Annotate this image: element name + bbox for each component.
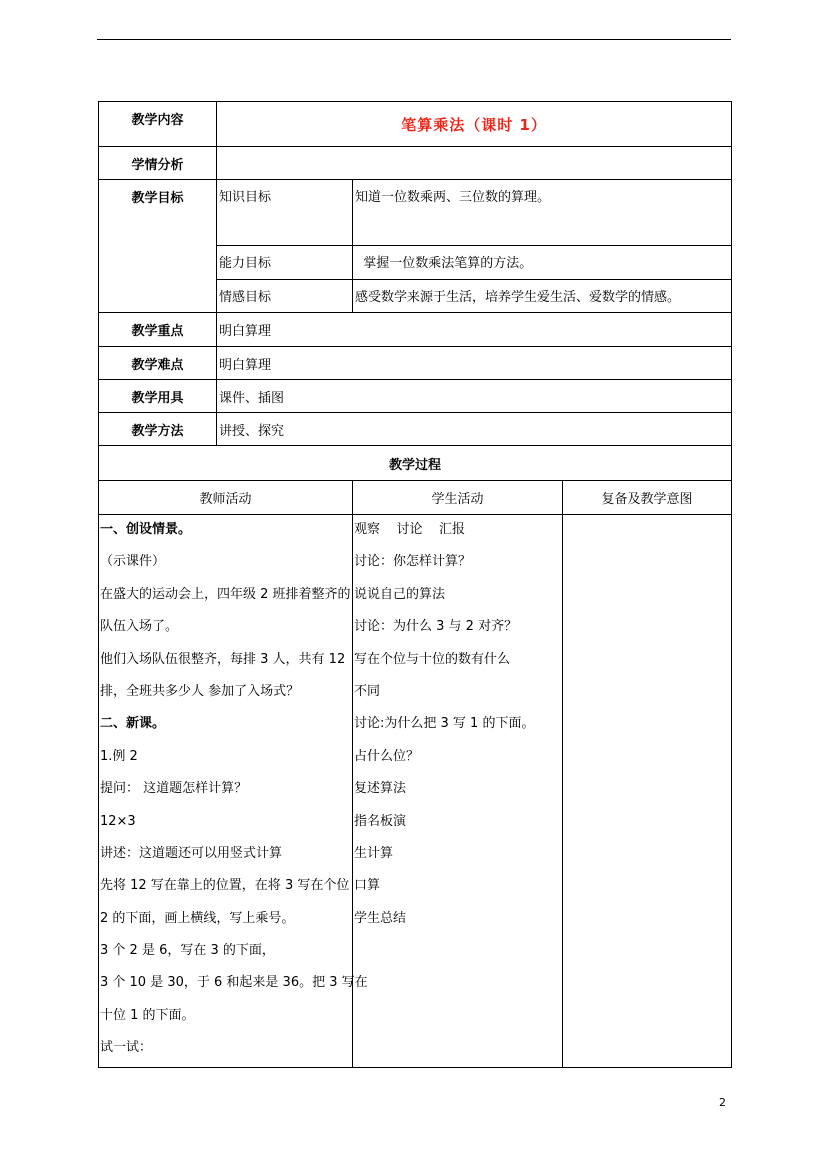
lesson-title: 笔算乘法（课时 1） <box>401 115 547 134</box>
difficulty-label: 教学难点 <box>99 347 217 380</box>
content-row <box>99 102 732 147</box>
goal-text-knowledge: 知道一位数乘两、三位数的算理。 <box>353 180 732 246</box>
teacher-line: 一、创设情景。 <box>100 522 192 537</box>
student-line: 生计算 <box>354 845 394 861</box>
student-line: 口算 <box>354 878 381 894</box>
teacher-line: 提问： 这道题怎样计算？ <box>100 781 248 797</box>
page-number: 2 <box>719 1096 726 1109</box>
student-line: 观察 讨论 汇报 <box>354 522 466 537</box>
key-point-value: 明白算理 <box>217 313 732 347</box>
method-value: 讲授、探究 <box>217 413 732 446</box>
teacher-line: 排，全班共多少人 参加了入场式？ <box>100 683 300 699</box>
col-teacher-header: 教师活动 <box>99 481 353 515</box>
teacher-line: 3 个 2 是 6，写在 3 的下面， <box>100 943 275 959</box>
goal-type-emotion: 情感目标 <box>217 280 353 313</box>
process-header-row <box>99 481 732 515</box>
student-line: 写在个位与十位的数有什么 <box>354 651 511 667</box>
process-title-row <box>99 446 732 481</box>
student-line: 讨论：你怎样计算？ <box>354 554 472 570</box>
analysis-row <box>99 147 732 180</box>
content-label: 教学内容 <box>99 102 217 147</box>
process-body-row <box>99 515 732 1068</box>
goal-text-emotion: 感受数学来源于生活，培养学生爱生活、爱数学的情感。 <box>353 280 732 313</box>
goal-type-ability: 能力目标 <box>217 246 353 280</box>
goals-label: 教学目标 <box>99 180 217 313</box>
teacher-line: 试一试： <box>100 1040 153 1056</box>
student-activity-cell <box>353 515 563 1068</box>
tools-value: 课件、插图 <box>217 380 732 413</box>
key-point-label: 教学重点 <box>99 313 217 347</box>
teacher-line: 2 的下面，画上横线，写上乘号。 <box>100 910 295 926</box>
goal-text-ability: 掌握一位数乘法笔算的方法。 <box>353 246 732 280</box>
student-line: 占什么位？ <box>354 748 420 764</box>
teacher-line: 二、新课。 <box>100 716 166 732</box>
teacher-line: 3 个 10 是 30，于 6 和起来是 36。把 3 写在 <box>100 975 368 991</box>
notes-cell <box>563 515 732 1068</box>
teacher-line: （示课件） <box>100 554 166 570</box>
teacher-line: 1.例 2 <box>100 748 138 764</box>
process-title: 教学过程 <box>99 446 732 481</box>
lesson-title-cell <box>217 102 732 147</box>
key-point-row <box>99 313 732 347</box>
col-notes-header: 复备及教学意图 <box>563 481 732 515</box>
teacher-line: 队伍入场了。 <box>100 619 179 635</box>
goal-type-knowledge: 知识目标 <box>217 180 353 246</box>
tools-label: 教学用具 <box>99 380 217 413</box>
lesson-plan-table <box>98 101 732 1068</box>
student-line: 讨论:为什么把 3 写 1 的下面。 <box>354 716 535 732</box>
goal-row-knowledge <box>99 180 732 246</box>
col-student-header: 学生活动 <box>353 481 563 515</box>
teacher-line: 先将 12 写在靠上的位置，在将 3 写在个位 <box>100 878 350 894</box>
method-label: 教学方法 <box>99 413 217 446</box>
difficulty-row <box>99 347 732 380</box>
student-line: 讨论：为什么 3 与 2 对齐？ <box>354 619 518 635</box>
tools-row <box>99 380 732 413</box>
analysis-label: 学情分析 <box>99 147 217 180</box>
header-rule <box>97 39 731 40</box>
student-line: 不同 <box>354 683 381 699</box>
analysis-value <box>217 147 732 180</box>
difficulty-value: 明白算理 <box>217 347 732 380</box>
method-row <box>99 413 732 446</box>
student-line: 学生总结 <box>354 910 407 926</box>
student-line: 说说自己的算法 <box>354 586 446 602</box>
teacher-line: 十位 1 的下面。 <box>100 1007 195 1023</box>
student-line: 复述算法 <box>354 781 407 797</box>
teacher-line: 在盛大的运动会上，四年级 2 班排着整齐的 <box>100 586 351 602</box>
student-line: 指名板演 <box>354 813 407 829</box>
teacher-line: 12×3 <box>100 813 136 829</box>
teacher-line: 讲述：这道题还可以用竖式计算 <box>100 845 283 861</box>
teacher-line: 他们入场队伍很整齐，每排 3 人，共有 12 <box>100 651 346 667</box>
